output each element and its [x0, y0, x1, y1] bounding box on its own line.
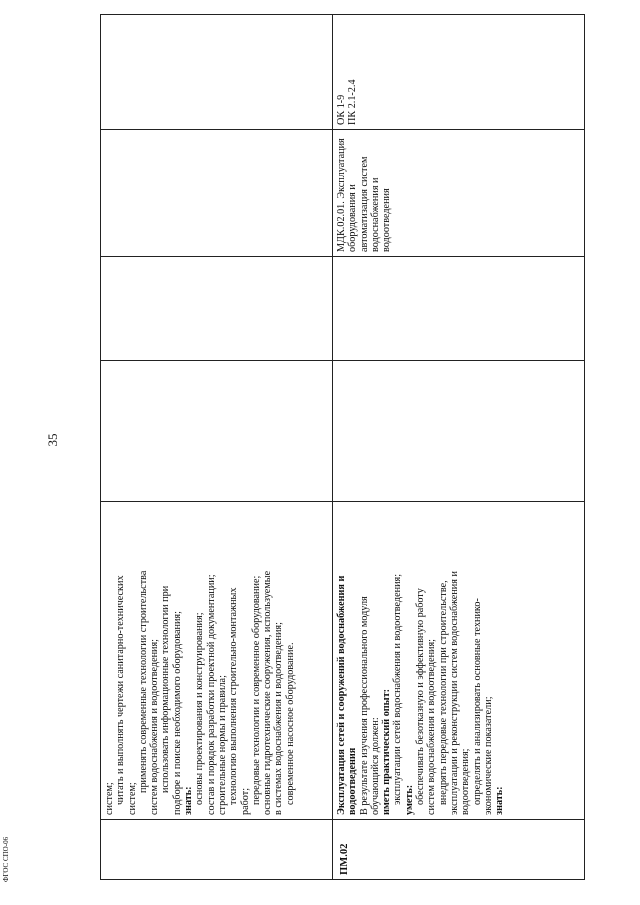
- content-line: определять и анализировать основные технико-: [471, 598, 483, 805]
- curriculum-table: [100, 14, 585, 880]
- competencies-cell: [101, 15, 333, 130]
- content-line: строительные нормы и правила;: [216, 675, 228, 815]
- content-line: в системах водоснабжения и водоотведения;: [273, 622, 285, 815]
- footer-code: ФГОС СПО-06: [2, 836, 10, 882]
- content-line: систем;: [104, 782, 115, 815]
- content-line: водоотведения: [347, 747, 359, 815]
- content-line: систем водоснабжения и водоотведения;: [149, 638, 161, 815]
- module-code-cell: ПМ.02: [333, 820, 585, 880]
- content-line: водоотведения;: [460, 748, 472, 815]
- content-line: систем водоснабжения и водоотведения;: [426, 638, 438, 815]
- content-cell: [101, 502, 333, 820]
- max-hours-cell: [333, 361, 585, 502]
- mandatory-hours-cell: [333, 257, 585, 361]
- content-line: уметь:: [403, 784, 415, 815]
- page-number: 35: [45, 433, 60, 447]
- curriculum-table-sheet: [100, 15, 584, 880]
- content-line: применять современные технологии строительства: [137, 570, 149, 793]
- table-row: [101, 15, 333, 880]
- mandatory-hours-cell: [101, 257, 333, 361]
- content-line: В результате изучения профессионального модуля: [358, 596, 370, 815]
- table-row: [333, 15, 585, 880]
- content-line: эксплуатации сетей водоснабжения и водоотведения;: [392, 573, 404, 805]
- content-line: читать и выполнять чертежи санитарно-технических: [115, 575, 127, 805]
- content-line: знать:: [494, 786, 506, 815]
- discipline-cell: МДК.02.01. Эксплуатация оборудования и автоматизация систем водоснабжения и водоотведения: [333, 130, 585, 257]
- content-line: передовые технологии и современное оборудование;: [250, 575, 262, 805]
- content-line: подборе и поиске необходимого оборудования;: [171, 611, 183, 815]
- content-line: современное насосное оборудование.: [284, 642, 296, 805]
- content-line: иметь практический опыт:: [381, 688, 393, 815]
- content-line: основные гидротехнические сооружения, используемые: [262, 570, 274, 815]
- content-line: обучающийся должен:: [369, 717, 381, 815]
- content-line: эксплуатации и реконструкции систем водоснабжения и: [448, 571, 460, 815]
- content-line: знать:: [183, 786, 195, 815]
- content-line: Эксплуатация сетей и сооружений водоснабжения и: [336, 575, 347, 815]
- content-line: состав и порядок разработки проектной документации;: [205, 574, 217, 815]
- content-line: обеспечивать безотказную и эффективную работу: [415, 588, 427, 805]
- content-line: использовать информационные технологии при: [160, 585, 172, 793]
- competencies-cell: ОК 1-9 ПК 2.1-2.4: [333, 15, 585, 130]
- content-line: технологию выполнения строительно-монтажных: [228, 587, 240, 805]
- content-cell: [333, 502, 585, 820]
- module-code-cell: [101, 820, 333, 880]
- discipline-cell: [101, 130, 333, 257]
- content-line: экономические показатели;: [482, 696, 494, 815]
- content-line: работ;: [239, 787, 251, 815]
- content-line: основы проектирования и конструирования;: [194, 612, 206, 805]
- content-line: внедрять передовые технологии при строительстве,: [437, 580, 449, 805]
- max-hours-cell: [101, 361, 333, 502]
- content-line: систем;: [126, 782, 138, 815]
